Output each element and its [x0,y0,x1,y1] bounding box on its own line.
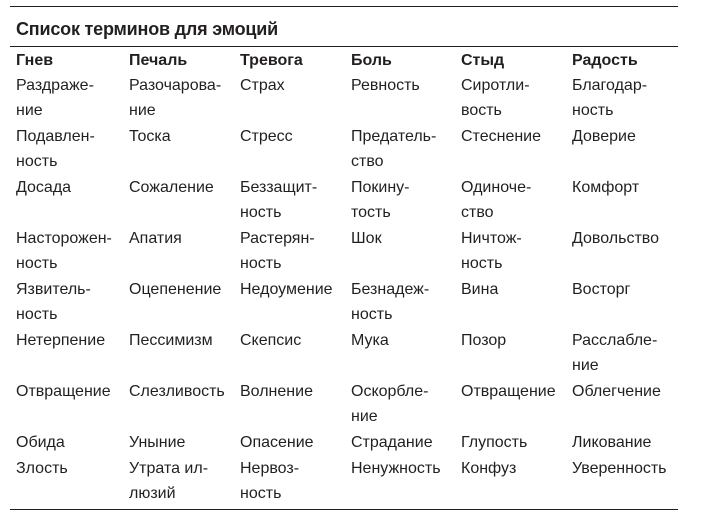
table-cell: Восторг [572,281,631,298]
table-cell: Доверие [572,128,636,145]
table-cell: Стеснение [461,128,542,145]
table-cell: Страх [240,77,285,94]
table-row [10,328,678,379]
table-cell: Шок [351,230,382,247]
table-cell: Расслабле- ние [572,332,658,374]
table-cell: Отвращение [461,383,556,400]
table-cell: Отвращение [16,383,111,400]
table-cell: Оцепенение [129,281,222,298]
table-row [10,456,678,507]
table-cell: Злость [16,460,68,477]
emotion-terms-table-block [10,6,678,510]
table-cell: Недоумение [240,281,333,298]
table-cell: Тоска [129,128,171,145]
table-cell: Нервоз- ность [240,460,300,502]
header-rule [10,46,678,47]
table-row [10,379,678,430]
table-cell: Довольство [572,230,659,247]
table-cell: Уныние [129,434,186,451]
table-row [10,226,678,277]
table-row [10,175,678,226]
table-cell: Вина [461,281,499,298]
table-cell: Раздраже- ние [16,77,94,119]
table-cell: Растерян- ность [240,230,315,272]
table-cell: Мука [351,332,389,349]
header-row [10,49,678,73]
table-cell: Подавлен- ность [16,128,95,170]
column-header-anger: Гнев [16,52,54,69]
table-cell: Язвитель- ность [16,281,91,323]
table-cell: Разочарова- ние [129,77,222,119]
table-cell: Благодар- ность [572,77,648,119]
table-cell: Ненужность [351,460,441,477]
column-header-pain: Боль [351,52,392,69]
table-cell: Опасение [240,434,314,451]
table-row [10,430,678,456]
table-row [10,124,678,175]
table-cell: Предатель- ство [351,128,437,170]
table-cell: Насторожен- ность [16,230,112,272]
table-cell: Скепсис [240,332,302,349]
table-row [10,277,678,328]
table-cell: Комфорт [572,179,640,196]
table-cell: Сожаление [129,179,214,196]
table-cell: Глупость [461,434,528,451]
emotion-terms-table [10,49,678,507]
table-cell: Досада [16,179,72,196]
table-cell: Утрата ил- люзий [129,460,209,502]
column-header-shame: Стыд [461,52,505,69]
table-cell: Ревность [351,77,420,94]
table-cell: Позор [461,332,507,349]
table-cell: Облегчение [572,383,661,400]
table-cell: Сиротли- вость [461,77,530,119]
table-cell: Страдание [351,434,433,451]
table-cell: Беззащит- ность [240,179,318,221]
bottom-rule [10,509,678,510]
table-cell: Уверенность [572,460,667,477]
table-cell: Ничтож- ность [461,230,522,272]
column-header-sadness: Печаль [129,52,188,69]
table-cell: Стресс [240,128,293,145]
column-header-joy: Радость [572,52,638,69]
table-cell: Покину- тость [351,179,410,221]
table-cell: Обида [16,434,65,451]
table-row [10,73,678,124]
table-cell: Ликование [572,434,652,451]
table-cell: Слезливость [129,383,225,400]
table-cell: Пессимизм [129,332,213,349]
table-title: Список терминов для эмоций [16,19,278,39]
table-cell: Апатия [129,230,182,247]
table-cell: Нетерпение [16,332,106,349]
column-header-anxiety: Тревога [240,52,303,69]
table-cell: Оскорбле- ние [351,383,429,425]
table-cell: Конфуз [461,460,517,477]
table-body [10,73,678,507]
table-cell: Безнадеж- ность [351,281,430,323]
table-cell: Одиноче- ство [461,179,532,221]
table-cell: Волнение [240,383,313,400]
